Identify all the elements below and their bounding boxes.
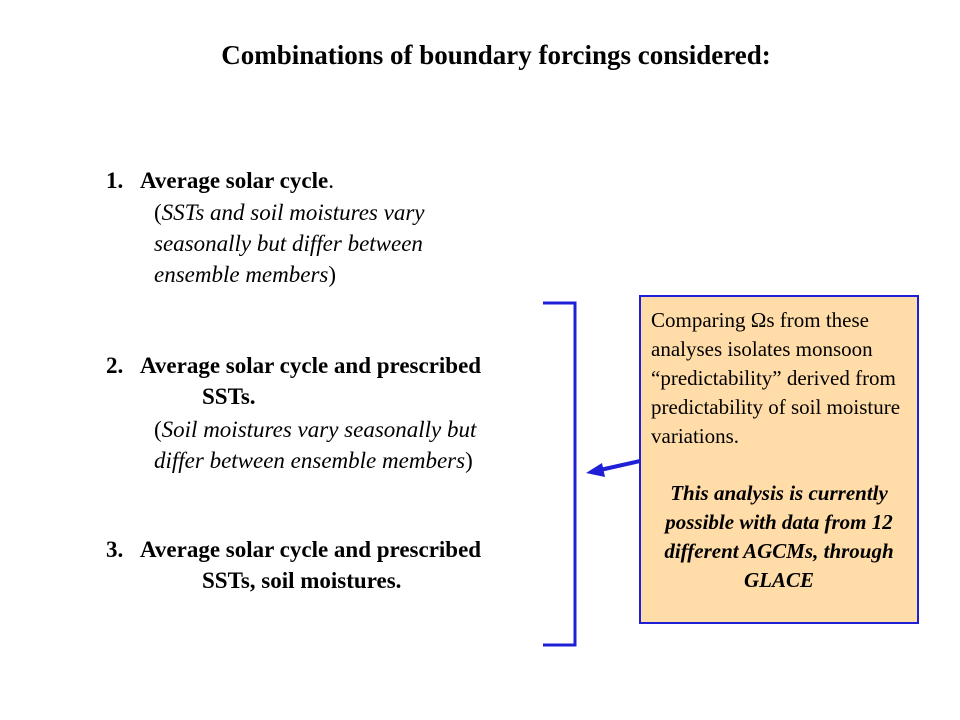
note-box <box>639 295 919 624</box>
item-heading: Average solar cycle and prescribed <box>140 537 482 562</box>
item-heading: Average solar cycle. <box>140 168 334 193</box>
item-detail-line: seasonally but differ between <box>154 231 423 256</box>
item-heading-continued: SSTs. <box>202 384 256 409</box>
note-paragraph: Comparing Ωs from these analyses isolates monsoon “predictability” derived from predictability of soil moisture variations. <box>651 308 901 448</box>
item-detail-line: differ between ensemble members) <box>154 448 473 473</box>
item-detail-line: ensemble members) <box>154 262 337 287</box>
bracket-shape <box>543 301 577 647</box>
note-emphasis: This analysis is currently possible with data from 12 different AGCMs, through GLACE <box>664 481 894 592</box>
item-heading-continued: SSTs, soil moistures. <box>202 568 402 593</box>
item-number: 3. <box>106 537 124 562</box>
item-detail-line: (Soil moistures vary seasonally but <box>154 417 477 442</box>
item-detail-line: (SSTs and soil moistures vary <box>154 200 425 225</box>
item-number: 2. <box>106 353 124 378</box>
bracket-path <box>543 303 575 645</box>
item-heading: Average solar cycle and prescribed <box>140 353 482 378</box>
item-number: 1. <box>106 168 124 193</box>
arrow-icon <box>580 452 642 482</box>
slide-title: Combinations of boundary forcings considered: <box>221 40 771 70</box>
